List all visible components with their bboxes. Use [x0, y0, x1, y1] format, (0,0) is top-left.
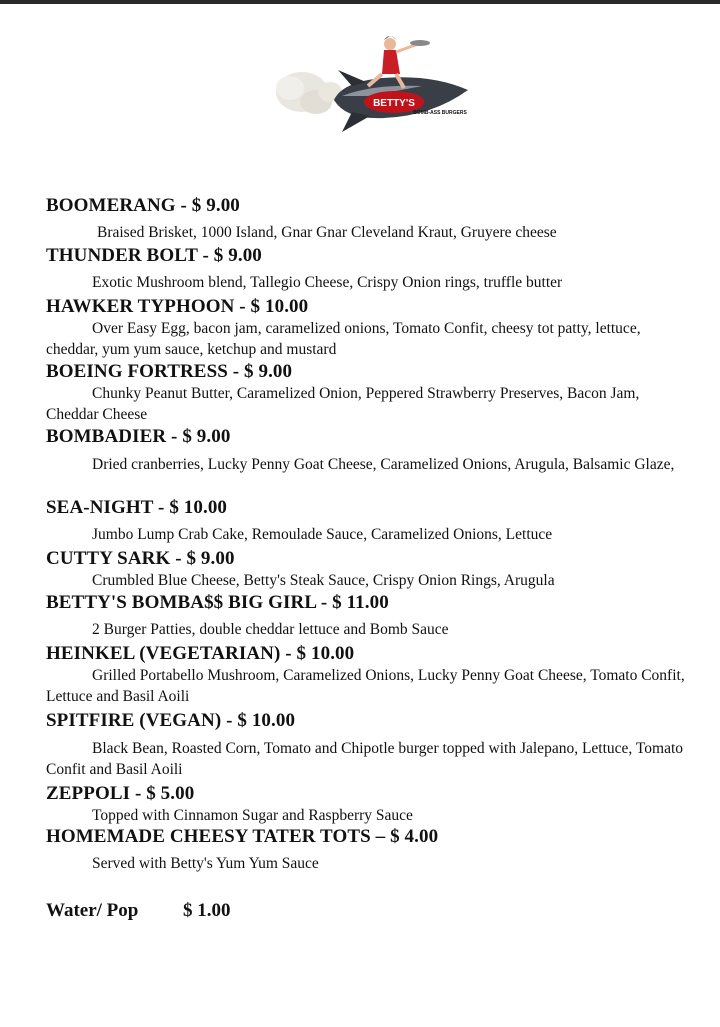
menu-item-name: THUNDER BOLT - $ 9.00: [46, 245, 262, 266]
top-border: [0, 0, 720, 4]
menu-item-desc: Grilled Portabello Mushroom, Caramelized Onions, Lucky Penny Goat Cheese, Tomato Confit, Lettuce and Basil Aoili: [46, 667, 685, 705]
menu-item-name: BOMBADIER - $ 9.00: [46, 426, 231, 447]
menu-item-name: HAWKER TYPHOON - $ 10.00: [46, 296, 309, 317]
menu-item-desc: 2 Burger Patties, double cheddar lettuce and Bomb Sauce: [92, 621, 449, 638]
menu-item-name: SEA-NIGHT - $ 10.00: [46, 497, 228, 518]
menu-item-desc: Dried cranberries, Lucky Penny Goat Cheese, Caramelized Onions, Arugula, Balsamic Glaze,: [92, 456, 675, 473]
menu-item-desc: Exotic Mushroom blend, Tallegio Cheese, Crispy Onion rings, truffle butter: [92, 274, 563, 291]
menu-item-desc: Chunky Peanut Butter, Caramelized Onion, Peppered Strawberry Preserves, Bacon Jam, Cheddar Cheese: [46, 385, 640, 423]
drink-name: Water/ Pop: [46, 900, 139, 921]
menu-item-desc: Jumbo Lump Crab Cake, Remoulade Sauce, Caramelized Onions, Lettuce: [92, 526, 553, 543]
menu-item-desc: Over Easy Egg, bacon jam, caramelized onions, Tomato Confit, cheesy tot patty, lettuce, cheddar, yum yum sauce, ketchup and mustard: [46, 320, 641, 358]
menu-item-name: HEINKEL (VEGETARIAN) - $ 10.00: [46, 643, 355, 664]
rocket-pinup-icon: [272, 30, 472, 146]
menu-item-name: CUTTY SARK - $ 9.00: [46, 548, 235, 569]
bettys-rocket-logo: [272, 30, 472, 146]
drink-price: $ 1.00: [183, 900, 231, 921]
menu-item-desc: Crumbled Blue Cheese, Betty's Steak Sauce, Crispy Onion Rings, Arugula: [92, 572, 555, 589]
menu-item-desc: Served with Betty's Yum Yum Sauce: [92, 855, 319, 872]
menu-item-name: BETTY'S BOMBA$$ BIG GIRL - $ 11.00: [46, 592, 389, 613]
menu-item-desc: Topped with Cinnamon Sugar and Raspberry Sauce: [92, 807, 413, 824]
menu-item-name: BOOMERANG - $ 9.00: [46, 195, 240, 216]
menu-item-desc: Braised Brisket, 1000 Island, Gnar Gnar Cleveland Kraut, Gruyere cheese: [97, 224, 557, 241]
logo-brand-text: BETTY'S: [373, 98, 415, 109]
logo-tagline-text: BOMB-ASS BURGERS: [413, 110, 467, 116]
menu-item-name: BOEING FORTRESS - $ 9.00: [46, 361, 293, 382]
menu-item-desc: Black Bean, Roasted Corn, Tomato and Chipotle burger topped with Jalepano, Lettuce, Tomato Confit and Basil Aoili: [46, 740, 684, 778]
menu-item-name: HOMEMADE CHEESY TATER TOTS – $ 4.00: [46, 826, 439, 847]
menu-item-name: SPITFIRE (VEGAN) - $ 10.00: [46, 710, 296, 731]
menu-item-name: ZEPPOLI - $ 5.00: [46, 783, 195, 804]
